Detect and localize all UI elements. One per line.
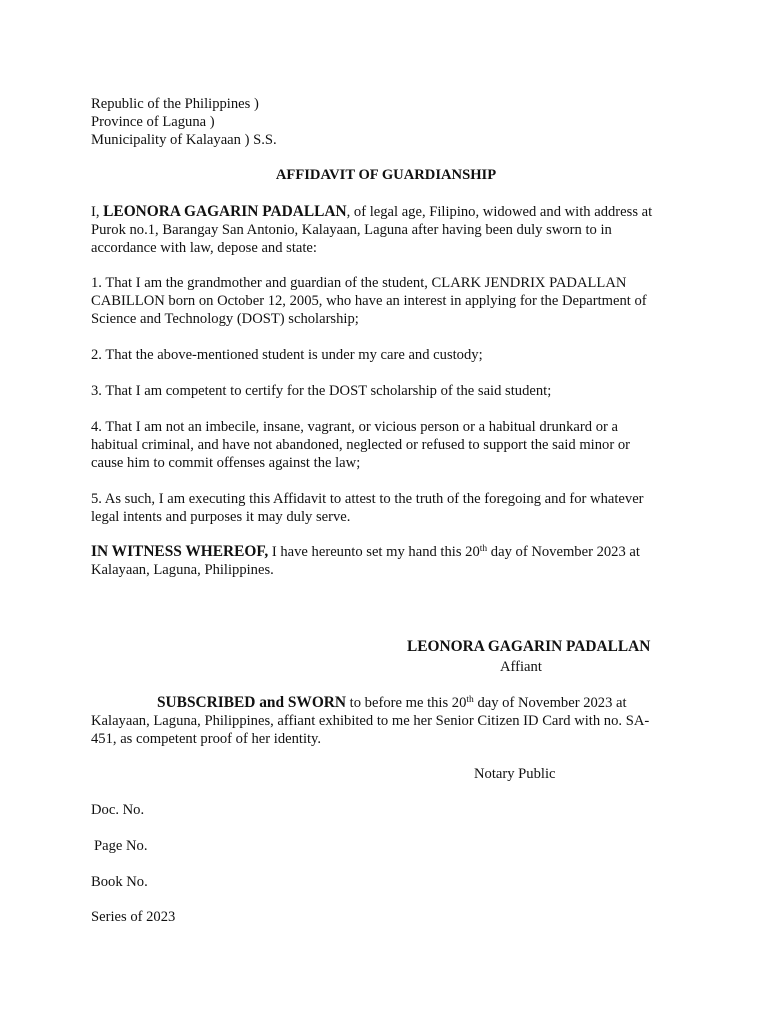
item-3-line-1: 3. That I am competent to certify for the DOST scholarship of the said student; [91, 383, 552, 399]
jurat-text-4: 451, as competent proof of her identity. [91, 731, 322, 748]
affiant-name: LEONORA GAGARIN PADALLAN [103, 203, 347, 220]
venue-block [91, 95, 681, 150]
item-4-line-3: cause him to commit offenses against the law; [91, 455, 361, 472]
venue-municipality: Municipality of Kalayaan ) S.S. [91, 132, 277, 149]
item-5-line-2: legal intents and purposes it may duly serve. [91, 509, 351, 526]
series-label: Series of 2023 [91, 909, 176, 925]
book-number-label: Book No. [91, 874, 148, 890]
jurat-text-2: day of November 2023 at [473, 695, 627, 711]
intro-prefix: I, [91, 204, 100, 220]
item-1-line-1: 1. That I am the grandmother and guardian of the student, CLARK JENDRIX PADALLAN [91, 275, 627, 291]
venue-country: Republic of the Philippines ) [91, 96, 259, 112]
intro-text-2: Purok no.1, Barangay San Antonio, Kalayaan, Laguna after having been duly sworn to in [91, 222, 612, 239]
item-1 [91, 274, 681, 329]
item-4 [91, 418, 681, 473]
page-number-label: Page No. [94, 838, 148, 854]
item-2 [91, 346, 681, 364]
jurat-lead: SUBSCRIBED and SWORN [157, 694, 347, 711]
intro-paragraph [91, 203, 681, 258]
jurat-paragraph [91, 694, 691, 749]
document-title: AFFIDAVIT OF GUARDIANSHIP [275, 167, 497, 183]
intro-text-3: accordance with law, depose and state: [91, 240, 317, 257]
witness-text-1: I have hereunto set my hand this 20 [268, 544, 480, 560]
jurat-text-1: to before me this 20 [346, 695, 467, 711]
item-1-line-3: Science and Technology (DOST) scholarship; [91, 311, 359, 328]
doc-number-label: Doc. No. [91, 802, 145, 818]
item-4-line-2: habitual criminal, and have not abandoned, neglected or refused to support the said minor or [91, 437, 630, 454]
witness-ordinal: th [479, 544, 488, 554]
jurat-ordinal: th [466, 695, 474, 705]
item-2-line-1: 2. That the above-mentioned student is under my care and custody; [91, 347, 483, 363]
jurat-text-3: Kalayaan, Laguna, Philippines, affiant exhibited to me her Senior Citizen ID Card with no. SA- [91, 713, 650, 730]
witness-paragraph [91, 543, 681, 579]
witness-text-3: Kalayaan, Laguna, Philippines. [91, 562, 274, 579]
signature-name: LEONORA GAGARIN PADALLAN [407, 638, 651, 655]
witness-lead: IN WITNESS WHEREOF, [91, 543, 269, 560]
witness-text-2: day of November 2023 at [487, 544, 640, 560]
item-5 [91, 490, 681, 526]
item-4-line-1: 4. That I am not an imbecile, insane, vagrant, or vicious person or a habitual drunkard or a [91, 419, 618, 435]
venue-province: Province of Laguna ) [91, 114, 215, 131]
item-3 [91, 382, 681, 400]
signature-role: Affiant [500, 659, 542, 675]
item-1-line-2: CABILLON born on October 12, 2005, who have an interest in applying for the Department of [91, 293, 647, 310]
notary-label: Notary Public [474, 766, 556, 782]
item-5-line-1: 5. As such, I am executing this Affidavit to attest to the truth of the foregoing and for whatever [91, 491, 644, 507]
intro-text-1: , of legal age, Filipino, widowed and with address at [346, 204, 653, 220]
